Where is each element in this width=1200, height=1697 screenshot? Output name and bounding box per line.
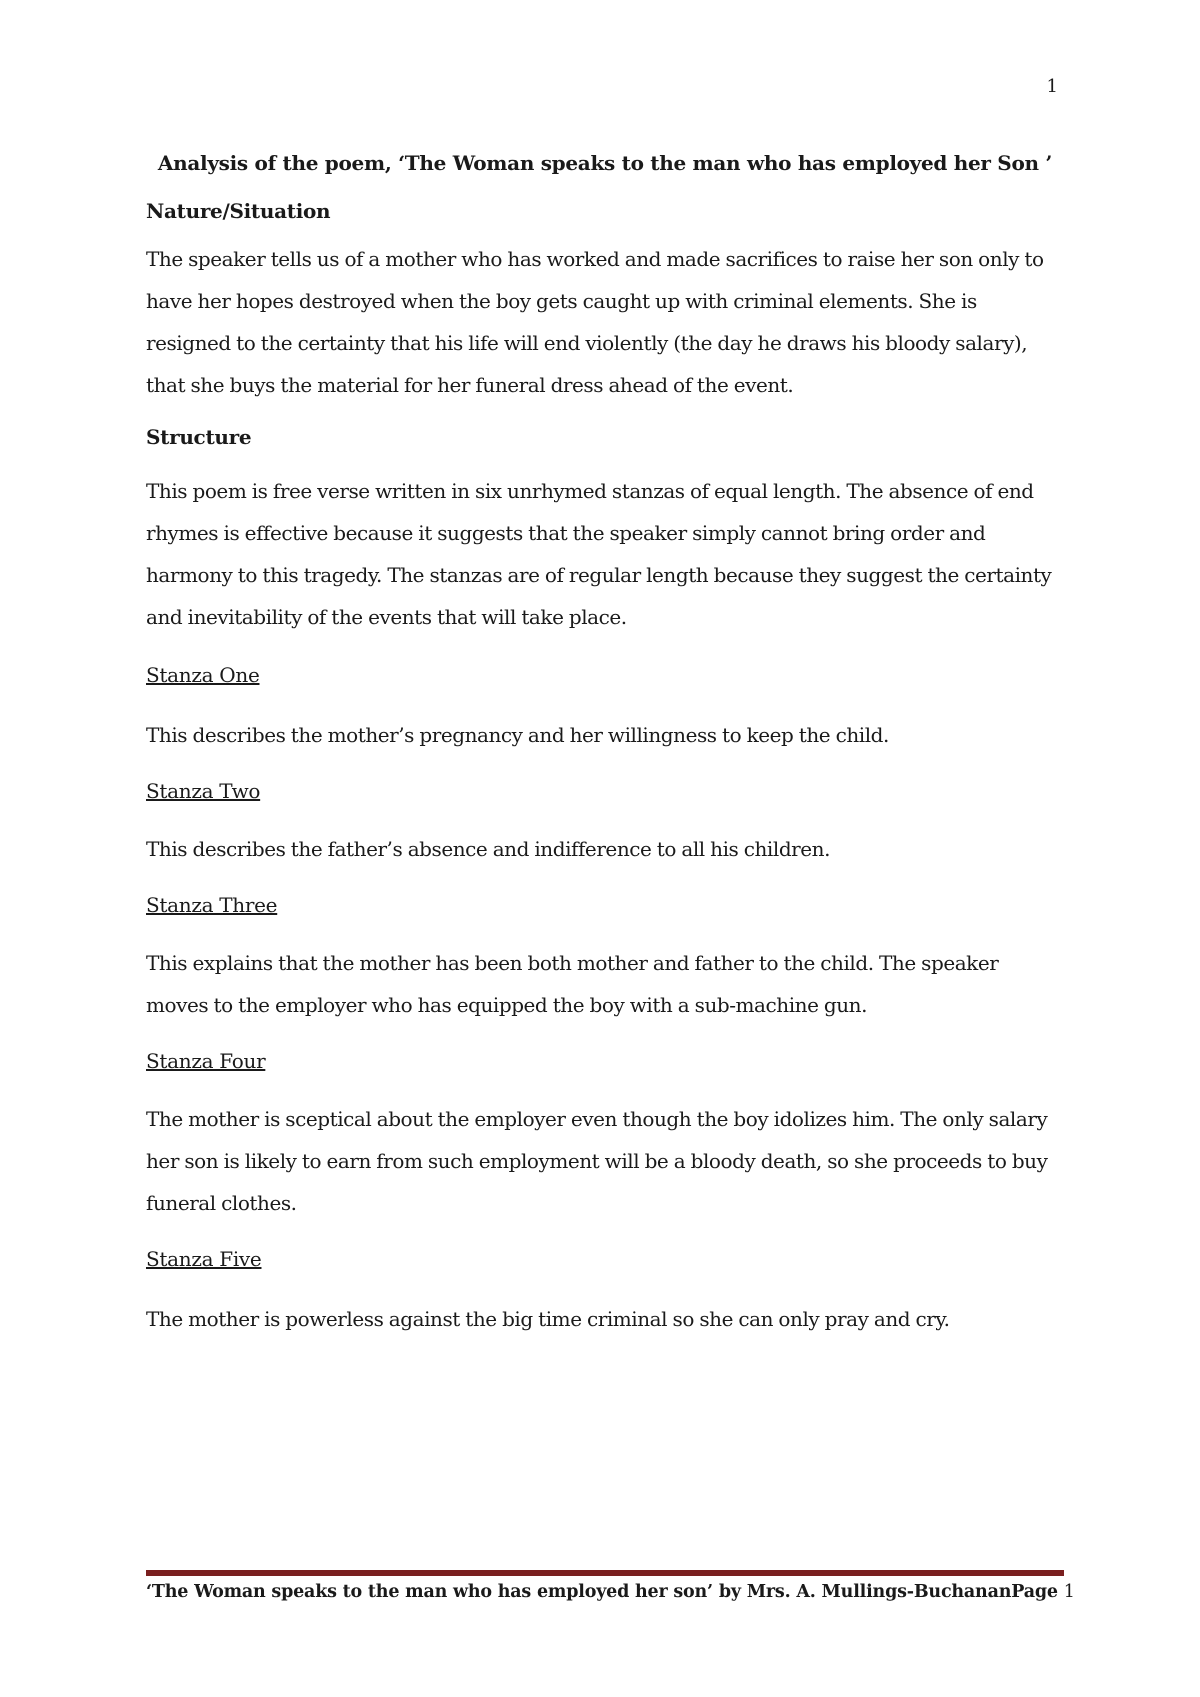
footer-citation: ‘The Woman speaks to the man who has employed her son’ by Mrs. A. Mullings-Buchanan: [146, 1582, 1012, 1602]
footer-page-label: Page: [1011, 1582, 1058, 1602]
footer-page-number: 1: [1063, 1582, 1075, 1602]
stanza-body-three: This explains that the mother has been both mother and father to the child. The speaker moves to the employer who has equipped the boy with a sub-machine gun.: [146, 951, 999, 1017]
section-heading-structure: Structure: [146, 425, 252, 449]
section-body-structure: This poem is free verse written in six unrhymed stanzas of equal length. The absence of end rhymes is effective because it suggests that the speaker simply cannot bring order and harmony to this tragedy. The stanzas are of regular length because they suggest the certainty and inevitability of the events that will take place.: [146, 479, 1052, 629]
stanza-heading-one: Stanza One: [146, 663, 260, 687]
section-heading-nature: Nature/Situation: [146, 199, 331, 223]
stanza-heading-four: Stanza Four: [146, 1049, 266, 1073]
footer-rule: [146, 1570, 1064, 1576]
footer: [146, 1582, 1075, 1602]
stanza-body-one: This describes the mother’s pregnancy and her willingness to keep the child.: [146, 723, 889, 747]
section-body-nature: The speaker tells us of a mother who has worked and made sacrifices to raise her son only to have her hopes destroyed when the boy gets caught up with criminal elements. She is resigned to the certainty that his life will end violently (the day he draws his bloody salary), that she buys the material for her funeral dress ahead of the event.: [146, 247, 1044, 397]
document-title: Analysis of the poem, ‘The Woman speaks to the man who has employed her Son ’: [157, 151, 1053, 175]
stanza-body-four: The mother is sceptical about the employer even though the boy idolizes him. The only salary her son is likely to earn from such employment will be a bloody death, so she proceeds to buy funeral clothes.: [146, 1107, 1048, 1215]
page-number: 1: [1046, 76, 1058, 97]
document-body: [146, 146, 1064, 1340]
stanza-heading-three: Stanza Three: [146, 893, 278, 917]
stanza-body-five: The mother is powerless against the big time criminal so she can only pray and cry.: [146, 1307, 950, 1331]
stanza-heading-five: Stanza Five: [146, 1247, 262, 1271]
stanza-body-two: This describes the father’s absence and indifference to all his children.: [146, 837, 831, 861]
stanza-heading-two: Stanza Two: [146, 779, 261, 803]
